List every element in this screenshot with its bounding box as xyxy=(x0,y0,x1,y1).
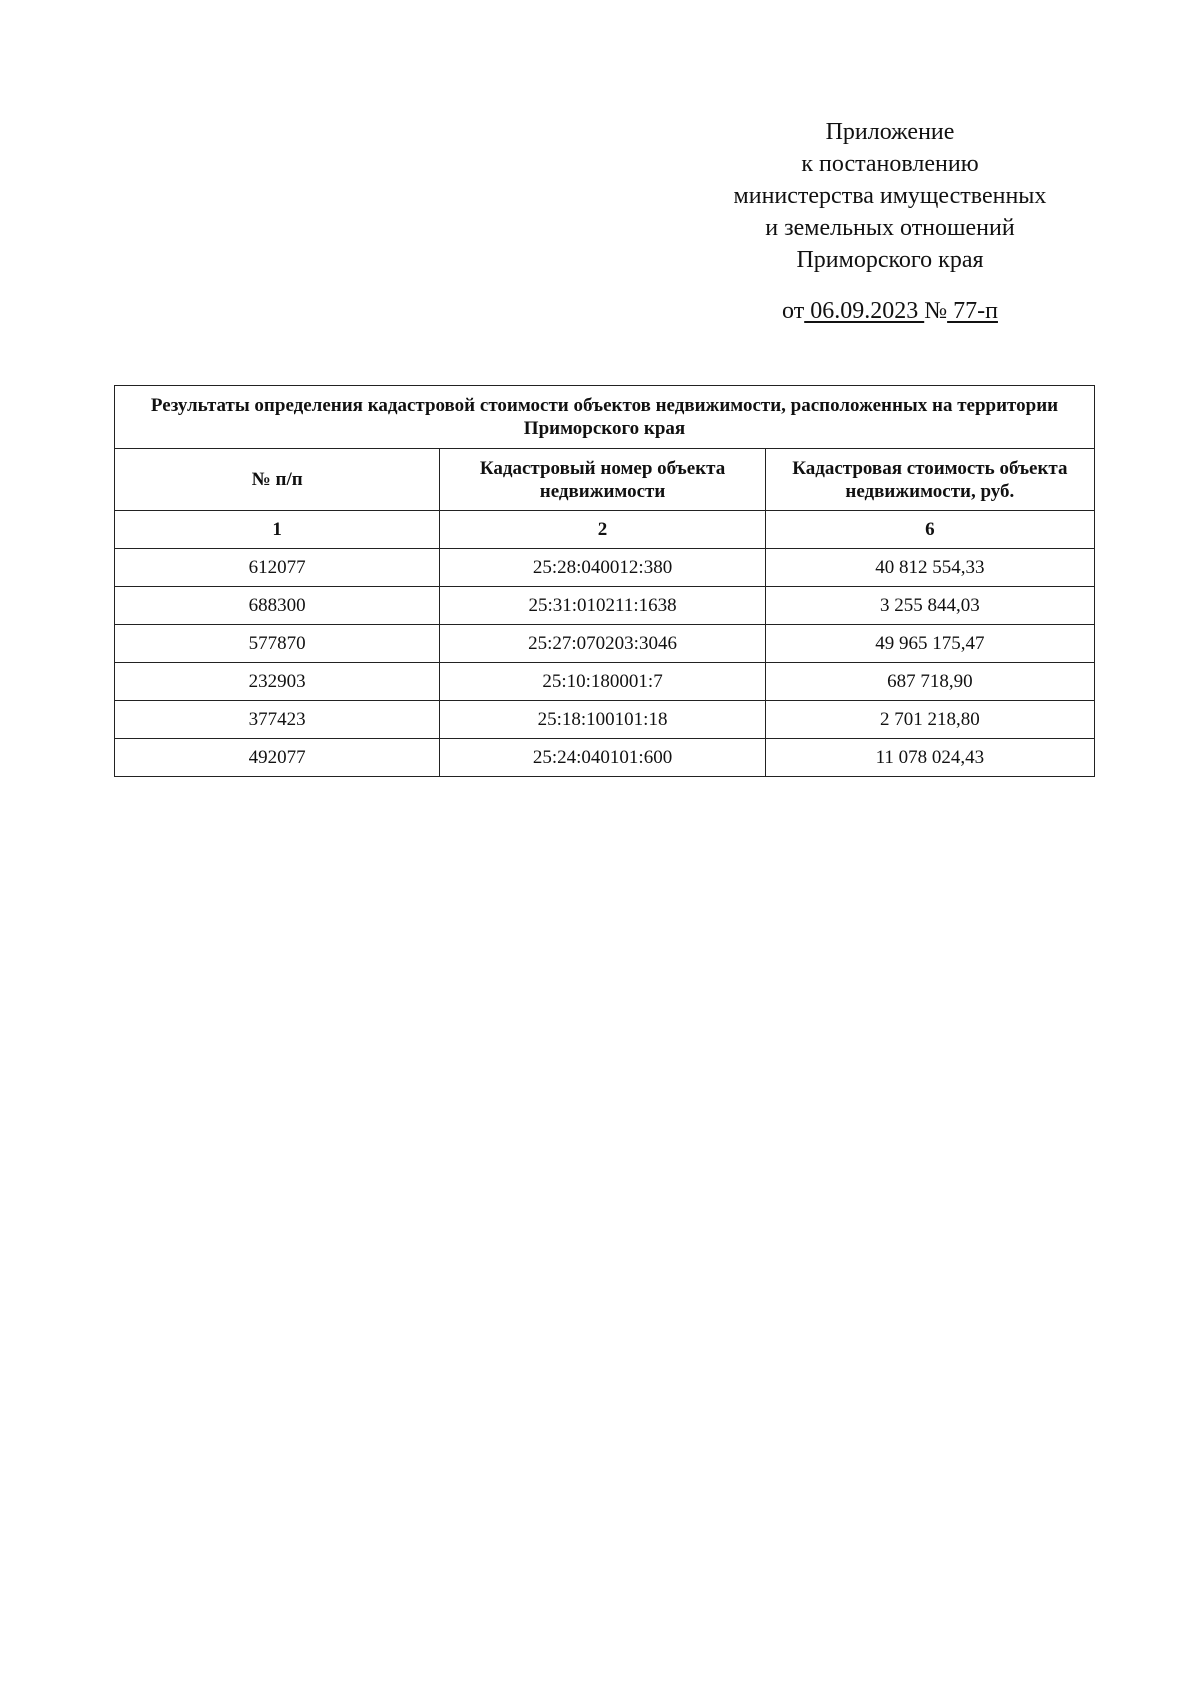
row-cadastral-number: 25:28:040012:380 xyxy=(440,549,765,587)
row-index: 232903 xyxy=(115,663,440,701)
table-row xyxy=(115,663,1095,701)
header-line-region: Приморского края xyxy=(796,247,984,273)
resolution-date-number xyxy=(690,295,1090,327)
header-line-appendix: Приложение xyxy=(825,119,955,145)
row-cadastral-number: 25:27:070203:3046 xyxy=(440,625,765,663)
cadastral-value-table xyxy=(114,385,1095,777)
row-cadastral-value: 687 718,90 xyxy=(765,663,1094,701)
date-prefix: от xyxy=(782,298,805,324)
row-cadastral-value: 11 078 024,43 xyxy=(765,739,1094,777)
row-cadastral-number: 25:10:180001:7 xyxy=(440,663,765,701)
table-row xyxy=(115,549,1095,587)
column-number: 6 xyxy=(765,511,1094,549)
number-sign: № xyxy=(924,298,948,324)
table-header-row xyxy=(115,449,1095,511)
row-index: 377423 xyxy=(115,701,440,739)
row-index: 492077 xyxy=(115,739,440,777)
row-cadastral-value: 40 812 554,33 xyxy=(765,549,1094,587)
resolution-number: 77-п xyxy=(947,298,998,324)
table-row xyxy=(115,739,1095,777)
row-index: 612077 xyxy=(115,549,440,587)
table-title-row xyxy=(115,386,1095,449)
row-index: 577870 xyxy=(115,625,440,663)
column-header-cadastral-value: Кадастровая стоимость объекта недвижимости, руб. xyxy=(765,449,1094,511)
table-title: Результаты определения кадастровой стоимости объектов недвижимости, расположенных на территории Приморского края xyxy=(115,386,1095,449)
table-row xyxy=(115,625,1095,663)
header-line-relations: и земельных отношений xyxy=(765,215,1015,241)
resolution-date: 06.09.2023 xyxy=(804,298,925,324)
table-row xyxy=(115,701,1095,739)
column-number: 1 xyxy=(115,511,440,549)
row-cadastral-value: 49 965 175,47 xyxy=(765,625,1094,663)
row-index: 688300 xyxy=(115,587,440,625)
row-cadastral-value: 2 701 218,80 xyxy=(765,701,1094,739)
appendix-header xyxy=(690,116,1090,276)
column-header-cadastral-number: Кадастровый номер объекта недвижимости xyxy=(440,449,765,511)
table-row xyxy=(115,587,1095,625)
row-cadastral-value: 3 255 844,03 xyxy=(765,587,1094,625)
column-number: 2 xyxy=(440,511,765,549)
row-cadastral-number: 25:31:010211:1638 xyxy=(440,587,765,625)
header-line-ministry: министерства имущественных xyxy=(733,183,1047,209)
row-cadastral-number: 25:18:100101:18 xyxy=(440,701,765,739)
header-line-resolution: к постановлению xyxy=(801,151,979,177)
table-column-number-row xyxy=(115,511,1095,549)
row-cadastral-number: 25:24:040101:600 xyxy=(440,739,765,777)
column-header-index: № п/п xyxy=(115,449,440,511)
